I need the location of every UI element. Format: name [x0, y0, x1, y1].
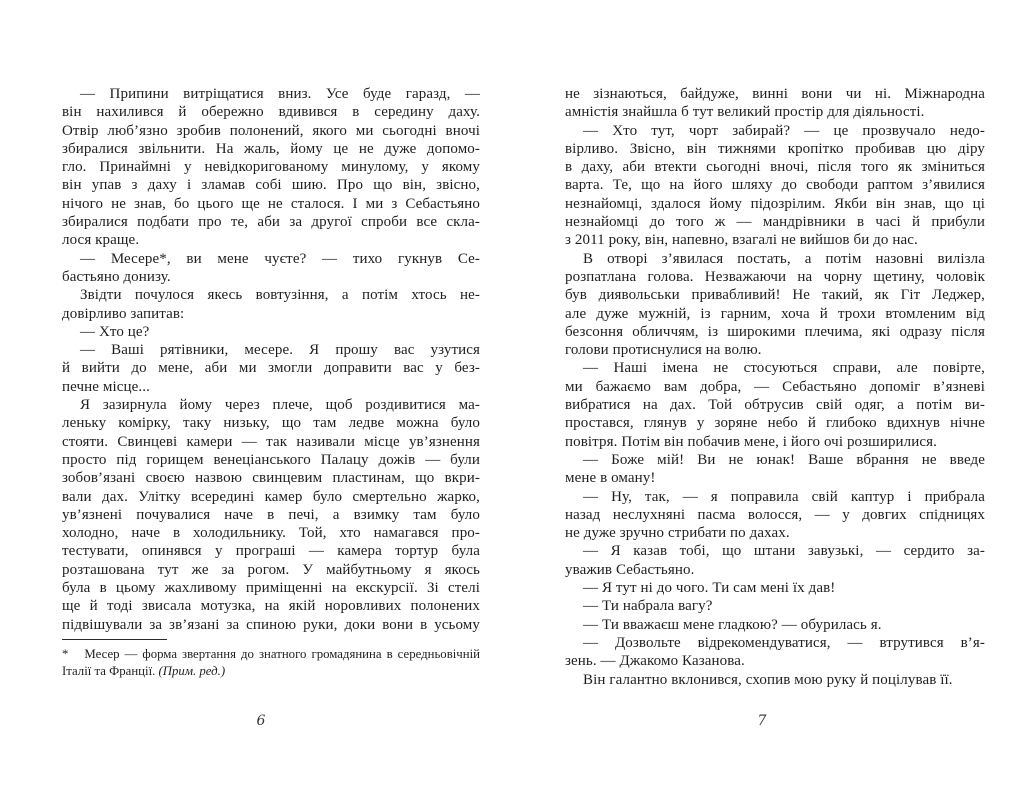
paragraph: [565, 579, 985, 597]
text-line: — Я тут ні до чого. Ти сам мені їх дав!: [583, 580, 836, 597]
paragraph: [565, 616, 985, 634]
paragraph: [565, 542, 985, 579]
text-line: незнайомці до того ж — мандрівники в часі й прибули: [565, 214, 985, 231]
text-line: вали дах. Улітку всередині камер було смертельно жарко,: [62, 488, 480, 505]
text-line: — Наші імена не стосуються справи, але повірте,: [583, 360, 985, 377]
paragraph: [565, 597, 985, 615]
text-line: — Хто це?: [80, 323, 150, 340]
footnote: [62, 639, 480, 681]
paragraph: [565, 488, 985, 543]
paragraph: [62, 250, 480, 287]
footnote-text: [62, 646, 480, 681]
text-line: не дуже зручно стрибати по дахах.: [565, 525, 790, 542]
footnote-marker: *: [62, 646, 69, 661]
text-line: голови протиснулися на волю.: [565, 342, 762, 359]
text-line: збиралися подбати про те, аби за другої спроби все скла-: [62, 214, 480, 231]
text-line: лося краще.: [62, 232, 140, 249]
right-page: [565, 85, 985, 785]
text-line: — Припини витріщатися вниз. Усе буде гаразд, —: [80, 86, 480, 102]
text-line: з 2011 року, він, напевно, взагалі не вийшов би до нас.: [565, 232, 918, 249]
text-line: зобов’язані своєю назвою свинцевим пластинам, що вкри-: [62, 470, 480, 487]
text-line: він нахилився й обережно вдивився в середину даху.: [62, 104, 480, 121]
text-line: ув’язнені почувалися наче в печі, а взимку там було: [62, 506, 480, 523]
footnote-body: Месер — форма звертання до знатного громадянина в середньовічній Італії та Франції.: [62, 646, 480, 679]
footnote-divider: [62, 639, 167, 640]
text-line: Я зазирнула йому через плече, щоб роздивитися ма-: [80, 397, 480, 414]
text-line: мене в оману!: [565, 470, 656, 487]
text-line: повітря. Потім він побачив мене, і його очі розширилися.: [565, 433, 937, 450]
paragraph: [565, 451, 985, 488]
text-line: печне місце...: [62, 378, 150, 395]
text-line: В отворі з’явилася постать, а потім назовні вилізла: [583, 250, 985, 267]
text-line: бастьяно донизу.: [62, 268, 171, 285]
text-line: — Боже мій! Ви не юнак! Ваше вбрання не введе: [583, 451, 985, 468]
text-line: ще й тоді звисала мотузка, на якій норовливих полонених: [62, 598, 480, 615]
footnote-source: (Прим. ред.): [158, 664, 226, 679]
text-line: — Ти вважаєш мене гладкою? — обурилась я.: [583, 616, 882, 633]
text-line: Отвір люб’язно зробив полонений, якого ми сьогодні вночі: [62, 122, 480, 139]
text-line: уважив Себастьяно.: [565, 561, 695, 578]
text-line: — Хто тут, чорт забирай? — це прозвучало недо-: [583, 122, 985, 139]
text-line: простався, глянув у зоряне небо й глибоко вдихнув нічне: [565, 415, 985, 432]
text-line: — Месере*, ви мене чуєте? — тихо гукнув Се-: [80, 250, 480, 267]
text-line: в даху, аби втекти сьогодні вночі, після того як зміниться: [565, 159, 985, 176]
text-line: незнайомці, здалося йому підозрілим. Якби він знав, що ці: [565, 195, 985, 212]
text-line: гло. Принаймні у невідкоригованому минулому, у якому: [62, 159, 480, 176]
right-page-text: [565, 85, 985, 689]
text-line: назад неслухняні пасма волосся, — у довгих спідницях: [565, 506, 985, 523]
paragraph: [565, 250, 985, 360]
text-line: Він галантно вклонився, схопив мою руку й поцілував її.: [583, 671, 953, 688]
text-line: безсоння обличчям, із широкими плечима, які одразу після: [565, 323, 985, 340]
text-line: вірливо. Звісно, він тижнями кропітко пробивав цю діру: [565, 140, 985, 157]
paragraph: [565, 122, 985, 250]
paragraph: [62, 286, 480, 323]
text-line: ми бажаємо вам добра, — Себастьяно допоміг в’язневі: [565, 378, 985, 395]
page-number-right: 7: [757, 713, 767, 729]
left-page: [62, 85, 480, 785]
text-line: амністія знайшла б тут великий простір для діяльності.: [565, 104, 925, 121]
text-line: але дуже мужній, із гарним, хоча й трохи втомленим від: [565, 305, 985, 322]
text-line: — Ну, так, — я поправила свій каптур і прибрала: [583, 488, 985, 505]
page-number-left: 6: [256, 713, 266, 729]
text-line: підвішували за зв’язані за спиною руки, доки вони в усьому: [62, 616, 480, 633]
text-line: просто під горищем венеціанського Палацу дожів — були: [62, 451, 480, 468]
paragraph: [62, 396, 480, 634]
paragraph: [62, 85, 480, 250]
text-line: стояти. Свинцеві камери — так називали місце ув’язнення: [62, 433, 480, 450]
text-line: був диявольськи привабливий! Не такий, як Гіт Леджер,: [565, 287, 985, 304]
paragraph: [565, 634, 985, 671]
text-line: й вийти до мене, аби ми змогли доправити вас у без-: [62, 360, 480, 377]
paragraph: [565, 671, 985, 689]
left-page-text: [62, 85, 480, 634]
text-line: тестувати, опинявся у програші — камера тортур була: [62, 543, 480, 560]
text-line: — Ваші рятівники, месере. Я прошу вас узутися: [80, 342, 480, 359]
text-line: розташована тут же за рогом. У майбутньому я якось: [62, 561, 480, 578]
text-line: — Я казав тобі, що штани завузькі, — сердито за-: [583, 543, 985, 560]
text-line: — Ти набрала вагу?: [583, 598, 713, 615]
paragraph: [62, 323, 480, 341]
text-line: Звідти почулося якесь вовтузіння, а потім хтось не-: [80, 287, 480, 304]
text-line: він упав з даху і зламав собі шию. Про що він, звісно,: [62, 177, 480, 194]
paragraph: [565, 359, 985, 450]
text-line: нічого не знав, бо цього ще не сталося. І ми з Себастьяно: [62, 195, 480, 212]
text-line: варта. Те, що на його шляху до свободи раптом з’явилися: [565, 177, 985, 194]
text-line: збиралися звільнити. На жаль, йому це не дуже допомо-: [62, 140, 480, 157]
text-line: була в цьому жахливому приміщенні на екскурсії. Зі стелі: [62, 580, 480, 597]
text-line: вибратися на дах. Той обтрусив свій одяг, а потім ви-: [565, 397, 985, 414]
text-line: холодно, наче в холодильнику. Той, хто намагався про-: [62, 525, 480, 542]
text-line: зень. — Джакомо Казанова.: [565, 653, 745, 670]
text-line: не зізнаються, байдуже, винні вони чи ні. Міжнародна: [565, 86, 985, 102]
paragraph: [565, 85, 985, 122]
text-line: — Дозвольте відрекомендуватися, — втрутився в’я-: [583, 634, 985, 651]
paragraph: [62, 341, 480, 396]
text-line: розпатлана голова. Незважаючи на чорну щетину, чоловік: [565, 268, 985, 285]
text-line: леньку комірку, таку низьку, що там ледве можна було: [62, 415, 480, 432]
text-line: довірливо запитав:: [62, 305, 185, 322]
